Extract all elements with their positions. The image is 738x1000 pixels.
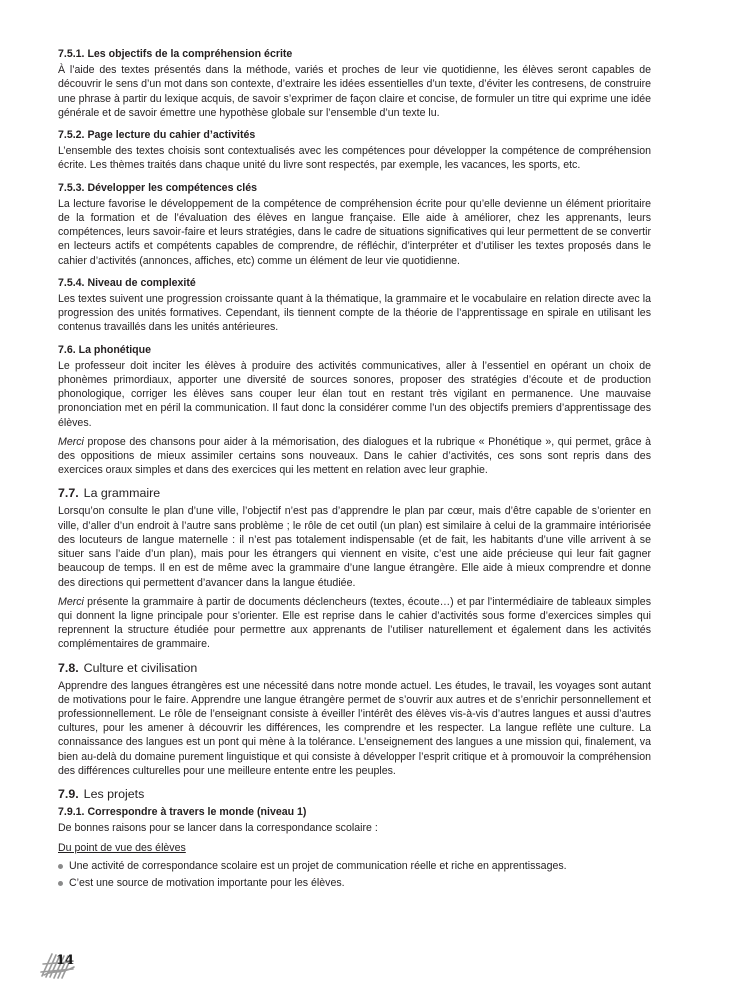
section-7-7 — [58, 485, 651, 651]
paragraph: Les textes suivent une progression croissante quant à la thématique, la grammaire et le vocabulaire en relation directe avec la progression des unités formatives. Cependant, ils tiennent compte de la théorie de l’apprentissage en spirale en utilisant les contenus travaillés dans les unités antérieures. — [58, 293, 651, 334]
paragraph: À l’aide des textes présentés dans la méthode, variés et proches de leur vie quotidienne, les élèves seront capables de découvrir le sens d’un mot dans son contexte, d’extraire les idées essentielles d’un texte, d’éviter les contresens, de construire une phrase à partir du lexique acquis, de savoir s’exprimer de façon claire et concise, de formuler un titre qui exprime une idée générale et de savoir émettre une hypothèse globale sur l’ensemble d’un texte lu. — [58, 64, 651, 119]
section-7-8 — [58, 660, 651, 778]
section-heading: 7.6. La phonétique — [58, 343, 152, 356]
list-item — [58, 859, 651, 873]
section-7-9 — [58, 786, 651, 890]
list-item-text: Une activité de correspondance scolaire est un projet de communication réelle et riche en apprentissages. — [69, 859, 567, 872]
section-number: 7.8. — [58, 660, 79, 675]
bullet-icon — [58, 864, 63, 869]
paragraph: De bonnes raisons pour se lancer dans la correspondance scolaire : — [58, 822, 378, 835]
section-heading — [58, 660, 651, 676]
paragraph — [58, 435, 651, 478]
section-title: Les projets — [83, 786, 145, 801]
section-7-5-2 — [58, 128, 651, 173]
section-7-5-3 — [58, 181, 651, 268]
paragraph: L’ensemble des textes choisis sont contextualisés avec les compétences pour développer la compétence de compréhension écrite. Les thèmes traités dans chaque unité du livre sont respectés, par exemple, les vacances, les sports, etc. — [58, 145, 651, 172]
section-number: 7.7. — [58, 486, 79, 501]
list-item — [58, 876, 651, 890]
section-heading — [58, 786, 651, 802]
section-7-5-1 — [58, 47, 651, 120]
section-7-6 — [58, 343, 651, 478]
section-heading: 7.5.3. Développer les compétences clés — [58, 181, 258, 194]
page-number: 14 — [56, 953, 75, 968]
bullet-icon — [58, 881, 63, 886]
paragraph: La lecture favorise le développement de la compétence de compréhension écrite pour qu’elle devienne un élément prioritaire de la formation et de l’évaluation des élèves en langue française. Elle aide à améliorer, chez les apprenants, leurs compétences, leurs savoir-faire et leurs stratégies, dans le cadre de situations significatives qui leur permettent de se convertir en lecteurs actifs et compétents capables de comprendre, de réfléchir, d’interpréter et d’utiliser les textes proposés dans le cahier d’activités (annonces, affiches, etc) comme un élément de leur vie quotidienne. — [58, 197, 651, 267]
section-title: La grammaire — [83, 486, 161, 501]
section-7-5-4 — [58, 276, 651, 335]
paragraph — [58, 595, 651, 652]
list-item-text: C’est une source de motivation importante pour les élèves. — [69, 876, 345, 889]
section-number: 7.9. — [58, 786, 79, 801]
paragraph-text: propose des chansons pour aider à la mémorisation, des dialogues et la rubrique « Phonétique », qui permet, grâce à des oppositions de mieux assimiler certains sons nouveaux. Dans le cahier d’activités, ces sons sont repris dans des exercices oraux simples et dans des exercices qui les mettent en relation avec leur graphie. — [58, 435, 651, 477]
paragraph: Le professeur doit inciter les élèves à produire des activités communicatives, aller à l’essentiel en opérant un choix de phonèmes primordiaux, apporter une diversité de sources sonores, proposer des stratégies d’écoute et de production phonologique, corriger les élèves sans couper leur élan tout en restant très vigilant en permanence. Une mauvaise prononciation met en péril la communication. Il faut donc la considérer comme l’un des objectifs premiers d’apprentissage des élèves. — [58, 359, 651, 429]
section-heading: 7.5.1. Les objectifs de la compréhension écrite — [58, 48, 293, 60]
section-heading — [58, 485, 651, 501]
bullet-list — [58, 859, 651, 890]
underlined-subheading: Du point de vue des élèves — [58, 842, 186, 855]
method-name: Merci — [58, 435, 84, 448]
subsection-heading: 7.9.1. Correspondre à travers le monde (niveau 1) — [58, 805, 307, 818]
method-name: Merci — [58, 595, 84, 608]
section-heading: 7.5.2. Page lecture du cahier d’activités — [58, 129, 256, 142]
page-content — [58, 47, 651, 898]
paragraph: Apprendre des langues étrangères est une nécessité dans notre monde actuel. Les études, le travail, les voyages sont autant de motivations pour le faire. Apprendre une langue étrangère permet de s’ouvrir aux autres et de s’enrichir personnellement et professionnellement. Le rôle de l’enseignant consiste à éveiller l’intérêt des élèves vis-à-vis d’autres langues et aussi d’autres cultures, pour les amener à découvrir les différences, les comprendre et les respecter. La langue reflète une culture. La connaissance des langues est un pont qui mène à la tolérance. L’enseignement des langues a une mission qui, finalement, va bien au-delà du domaine purement linguistique et qui consiste à développer l’esprit critique et à promouvoir la compréhension des différences culturelles pour une meilleure entente entre les peuples. — [58, 679, 651, 777]
paragraph: Lorsqu’on consulte le plan d’une ville, l’objectif n’est pas d’apprendre le plan par cœur, mais d’être capable de s’orienter en ville, d’aller d’un endroit à l’autre sans problème ; le rôle de cet outil (un plan) est similaire à celui de la grammaire intériorisée des locuteurs de langue maternelle : il n’est pas totalement indispensable (et de fait, les habitants d’une ville arrivent à se situer sans l’aide d’un plan), mais pour les étrangers qui viennent en visite, c’est une aide précieuse qui leur fait gagner beaucoup de temps. Il en est de même avec la grammaire d’une langue étrangère. Elle aide à mieux comprendre et donne des directions qui permettent d’avancer dans la langue étudiée. — [58, 505, 651, 589]
paragraph-text: présente la grammaire à partir de documents déclencheurs (textes, écoute…) et par l’intermédiaire de tableaux simples qui donnent la ligne principale pour s’orienter. Elle est reprise dans le cahier d’activités sous forme d’exercices simples qui reprennent la structure étudiée pour permettre aux apprenants de l’utiliser naturellement et également dans les activités complémentaires de grammaire. — [58, 595, 651, 651]
section-title: Culture et civilisation — [83, 660, 198, 675]
section-heading: 7.5.4. Niveau de complexité — [58, 276, 196, 289]
